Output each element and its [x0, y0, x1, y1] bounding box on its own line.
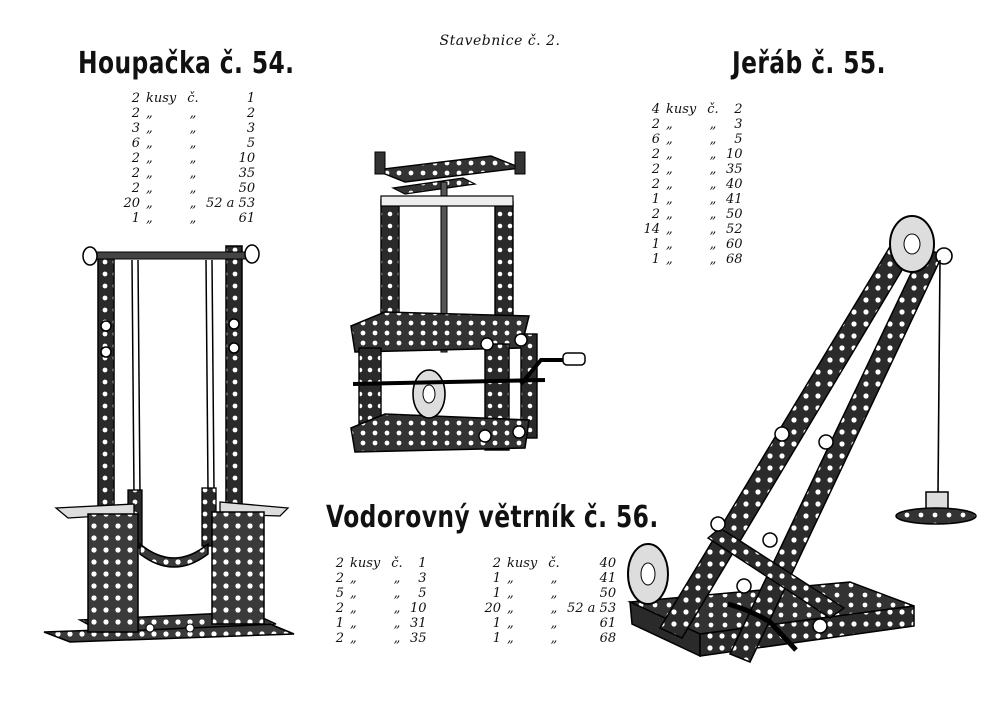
parts-row: [119, 196, 258, 211]
part-mark: „: [189, 166, 197, 181]
part-number: 10: [726, 147, 743, 162]
part-qty: 6: [651, 132, 660, 147]
part-qty: 6: [131, 136, 140, 151]
windmill-parts-list-left: [323, 556, 430, 646]
part-number: 40: [599, 556, 617, 571]
parts-row: [639, 132, 746, 147]
part-mark: „: [709, 237, 717, 252]
part-mark: „: [189, 196, 197, 211]
part-number: 41: [726, 192, 743, 207]
part-number: 52 a 53: [206, 196, 256, 211]
part-mark: č.: [707, 102, 719, 117]
part-number: 31: [410, 616, 427, 631]
part-unit: „: [146, 196, 153, 211]
part-qty: 4: [651, 102, 660, 117]
part-unit: „: [146, 166, 153, 181]
part-number: 40: [726, 177, 743, 192]
part-mark: „: [550, 631, 558, 646]
part-mark: „: [189, 136, 197, 151]
part-mark: č.: [391, 556, 403, 571]
parts-row: [639, 177, 746, 192]
part-unit: „: [350, 571, 357, 586]
parts-row: [323, 631, 430, 646]
part-mark: „: [189, 121, 197, 136]
part-qty: 1: [335, 616, 344, 631]
part-number: 2: [734, 102, 743, 117]
parts-row: [323, 556, 430, 571]
part-number: 35: [726, 162, 743, 177]
part-unit: „: [146, 106, 153, 121]
part-mark: „: [189, 151, 197, 166]
part-qty: 1: [492, 631, 501, 646]
swing-model-illustration: [40, 232, 300, 652]
part-number: 5: [418, 586, 427, 601]
part-number: 50: [726, 207, 743, 222]
parts-row: [323, 616, 430, 631]
part-unit: „: [666, 237, 673, 252]
part-mark: „: [393, 586, 401, 601]
part-qty: 2: [335, 556, 344, 571]
part-qty: 5: [335, 586, 344, 601]
windmill-title: Vodorovný větrník č. 56.: [326, 500, 659, 535]
part-unit: „: [666, 192, 673, 207]
part-number: 35: [410, 631, 427, 646]
part-unit: „: [507, 616, 514, 631]
part-unit: kusy: [507, 556, 538, 571]
part-mark: „: [393, 601, 401, 616]
swing-parts-list: [119, 91, 258, 226]
part-unit: „: [350, 586, 357, 601]
part-qty: 1: [492, 571, 501, 586]
part-mark: „: [709, 177, 717, 192]
part-qty: 2: [131, 181, 140, 196]
part-qty: 14: [643, 222, 660, 237]
part-number: 50: [599, 586, 617, 601]
swing-title: Houpačka č. 54.: [78, 46, 295, 81]
part-number: 3: [418, 571, 427, 586]
part-unit: kusy: [146, 91, 177, 106]
part-unit: kusy: [350, 556, 381, 571]
part-number: 60: [726, 237, 743, 252]
part-qty: 1: [651, 192, 660, 207]
windmill-model-illustration: [345, 148, 595, 463]
part-number: 5: [246, 136, 256, 151]
part-number: 50: [238, 181, 256, 196]
part-mark: „: [189, 211, 197, 226]
part-unit: „: [666, 117, 673, 132]
part-qty: 1: [651, 252, 660, 267]
parts-row: [119, 181, 258, 196]
part-mark: „: [709, 132, 717, 147]
part-unit: „: [146, 121, 153, 136]
part-qty: 2: [335, 601, 344, 616]
part-mark: „: [393, 571, 401, 586]
part-unit: „: [507, 586, 514, 601]
part-qty: 2: [651, 207, 660, 222]
part-qty: 2: [492, 556, 501, 571]
parts-row: [480, 586, 619, 601]
parts-row: [119, 106, 258, 121]
part-qty: 2: [131, 151, 140, 166]
parts-row: [119, 121, 258, 136]
part-number: 68: [599, 631, 617, 646]
part-mark: „: [393, 631, 401, 646]
part-unit: „: [666, 162, 673, 177]
part-qty: 2: [131, 106, 140, 121]
part-number: 52 a 53: [567, 601, 617, 616]
part-mark: č.: [187, 91, 199, 106]
part-qty: 1: [492, 616, 501, 631]
part-unit: „: [350, 631, 357, 646]
part-number: 10: [410, 601, 427, 616]
part-mark: „: [709, 192, 717, 207]
part-qty: 2: [335, 571, 344, 586]
part-unit: „: [350, 616, 357, 631]
part-qty: 1: [492, 586, 501, 601]
part-unit: „: [146, 136, 153, 151]
part-mark: „: [709, 117, 717, 132]
part-unit: „: [146, 211, 153, 226]
crane-title: Jeřáb č. 55.: [732, 46, 886, 81]
part-mark: „: [709, 222, 717, 237]
part-unit: „: [666, 252, 673, 267]
parts-row: [480, 571, 619, 586]
part-qty: 1: [651, 237, 660, 252]
part-unit: „: [507, 571, 514, 586]
parts-row: [119, 91, 258, 106]
part-qty: 3: [131, 121, 140, 136]
part-qty: 2: [131, 166, 140, 181]
parts-row: [323, 571, 430, 586]
header-note: Stavebnice č. 2.: [439, 33, 561, 49]
part-number: 61: [238, 211, 256, 226]
part-number: 10: [238, 151, 256, 166]
part-mark: „: [550, 586, 558, 601]
part-number: 41: [599, 571, 617, 586]
parts-row: [323, 586, 430, 601]
part-mark: č.: [548, 556, 560, 571]
part-mark: „: [550, 601, 558, 616]
parts-row: [639, 147, 746, 162]
part-mark: „: [709, 162, 717, 177]
part-qty: 2: [651, 177, 660, 192]
part-unit: kusy: [666, 102, 697, 117]
part-unit: „: [666, 222, 673, 237]
parts-row: [480, 601, 619, 616]
parts-row: [480, 616, 619, 631]
part-unit: „: [507, 631, 514, 646]
part-number: 1: [418, 556, 427, 571]
part-unit: „: [666, 207, 673, 222]
parts-row: [480, 556, 619, 571]
parts-row: [480, 631, 619, 646]
part-qty: 20: [123, 196, 140, 211]
parts-row: [119, 151, 258, 166]
part-qty: 2: [131, 91, 140, 106]
part-number: 52: [726, 222, 743, 237]
part-qty: 2: [651, 117, 660, 132]
parts-row: [639, 162, 746, 177]
part-unit: „: [666, 132, 673, 147]
part-number: 1: [246, 91, 256, 106]
part-number: 3: [246, 121, 256, 136]
part-unit: „: [666, 177, 673, 192]
part-mark: „: [709, 147, 717, 162]
parts-row: [119, 211, 258, 226]
part-number: 5: [734, 132, 743, 147]
parts-row: [639, 117, 746, 132]
parts-row: [119, 166, 258, 181]
part-number: 68: [726, 252, 743, 267]
part-mark: „: [709, 252, 717, 267]
part-unit: „: [146, 151, 153, 166]
part-number: 61: [599, 616, 617, 631]
part-number: 3: [734, 117, 743, 132]
part-mark: „: [709, 207, 717, 222]
parts-row: [639, 192, 746, 207]
part-mark: „: [189, 106, 197, 121]
part-number: 35: [238, 166, 256, 181]
part-unit: „: [146, 181, 153, 196]
windmill-parts-list-right: [480, 556, 619, 646]
part-number: 2: [246, 106, 256, 121]
part-unit: „: [350, 601, 357, 616]
part-qty: 20: [484, 601, 501, 616]
part-qty: 1: [131, 211, 140, 226]
part-mark: „: [550, 616, 558, 631]
part-qty: 2: [335, 631, 344, 646]
part-qty: 2: [651, 162, 660, 177]
part-qty: 2: [651, 147, 660, 162]
crane-model-illustration: [620, 210, 980, 670]
part-mark: „: [393, 616, 401, 631]
part-mark: „: [550, 571, 558, 586]
part-unit: „: [666, 147, 673, 162]
parts-row: [639, 102, 746, 117]
part-unit: „: [507, 601, 514, 616]
part-mark: „: [189, 181, 197, 196]
parts-row: [119, 136, 258, 151]
parts-row: [323, 601, 430, 616]
